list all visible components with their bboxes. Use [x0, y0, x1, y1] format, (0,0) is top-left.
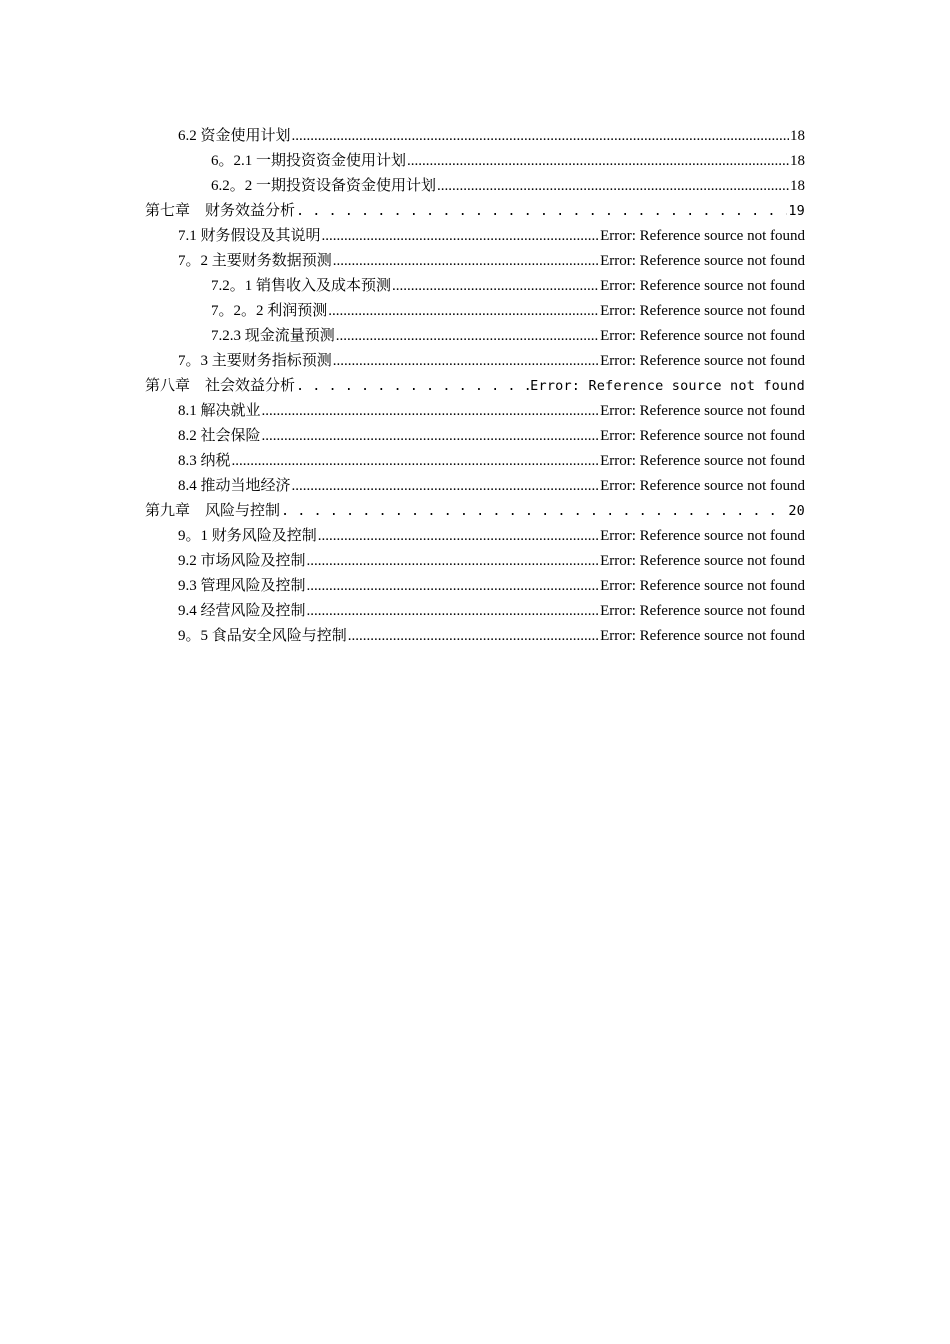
toc-entry-page: Error: Reference source not found	[600, 278, 805, 294]
toc-entry-page: Error: Reference source not found	[600, 603, 805, 619]
toc-dot-leader	[296, 199, 787, 224]
toc-entry-page: Error: Reference source not found	[600, 303, 805, 319]
toc-dot-leader	[307, 574, 600, 599]
toc-dot-leader	[392, 274, 599, 299]
toc-entry-title: 7.2。1 销售收入及成本预测	[211, 278, 392, 294]
toc-chapter-8[interactable]	[0, 374, 950, 399]
toc-entry-title: 8.4 推动当地经济	[178, 478, 291, 494]
toc-dot-leader	[437, 174, 789, 199]
toc-entry-title: 7。2 主要财务数据预测	[178, 253, 332, 269]
toc-entry-8-4[interactable]	[0, 474, 950, 499]
toc-entry-title: 8.1 解决就业	[178, 403, 261, 419]
toc-entry-page: Error: Reference source not found	[600, 528, 805, 544]
toc-dot-leader	[322, 224, 600, 249]
toc-chapter-9[interactable]	[0, 499, 950, 524]
toc-entry-title: 9.4 经营风险及控制	[178, 603, 306, 619]
toc-entry-title: 9。1 财务风险及控制	[178, 528, 317, 544]
toc-entry-9-4[interactable]	[0, 599, 950, 624]
toc-dot-leader	[292, 124, 789, 149]
toc-dot-leader	[262, 424, 600, 449]
toc-dot-leader	[292, 474, 600, 499]
toc-dot-leader	[262, 399, 600, 424]
toc-entry-page: Error: Reference source not found	[600, 253, 805, 269]
toc-entry-page: Error: Reference source not found	[600, 403, 805, 419]
toc-dot-leader	[307, 549, 600, 574]
toc-entry-7-3[interactable]	[0, 349, 950, 374]
toc-entry-title: 6。2.1 一期投资资金使用计划	[211, 153, 407, 169]
toc-entry-title: 7。2。2 利润预测	[211, 303, 328, 319]
toc-entry-page: Error: Reference source not found	[600, 478, 805, 494]
toc-dot-leader	[281, 499, 787, 524]
toc-entry-page: Error: Reference source not found	[600, 228, 805, 244]
toc-dot-leader	[336, 324, 599, 349]
toc-entry-7-1[interactable]	[0, 224, 950, 249]
toc-entry-7-2-3[interactable]	[0, 324, 950, 349]
toc-dot-leader	[333, 349, 599, 374]
toc-dot-leader	[328, 299, 599, 324]
toc-entry-8-3[interactable]	[0, 449, 950, 474]
toc-entry-6-2-2[interactable]	[0, 174, 950, 199]
toc-entry-7-2-1[interactable]	[0, 274, 950, 299]
toc-dot-leader	[307, 599, 600, 624]
toc-entry-title: 9.2 市场风险及控制	[178, 553, 306, 569]
toc-entry-page: Error: Reference source not found	[530, 378, 805, 394]
toc-entry-page: 18	[790, 178, 805, 194]
toc-dot-leader	[232, 449, 600, 474]
toc-entry-page: 19	[788, 203, 805, 219]
toc-entry-title: 第九章 风险与控制	[145, 503, 281, 519]
toc-entry-page: 20	[788, 503, 805, 519]
toc-entry-title: 7。3 主要财务指标预测	[178, 353, 332, 369]
toc-entry-title: 第七章 财务效益分析	[145, 203, 296, 219]
toc-entry-title: 第八章 社会效益分析	[145, 378, 296, 394]
toc-entry-7-2-2[interactable]	[0, 299, 950, 324]
toc-dot-leader	[407, 149, 789, 174]
toc-entry-title: 6.2。2 一期投资设备资金使用计划	[211, 178, 437, 194]
toc-entry-title: 9.3 管理风险及控制	[178, 578, 306, 594]
toc-entry-page: Error: Reference source not found	[600, 578, 805, 594]
toc-entry-title: 6.2 资金使用计划	[178, 128, 291, 144]
toc-entry-page: Error: Reference source not found	[600, 453, 805, 469]
toc-entry-page: 18	[790, 128, 805, 144]
toc-entry-page: Error: Reference source not found	[600, 328, 805, 344]
toc-chapter-7[interactable]	[0, 199, 950, 224]
toc-entry-6-2-1[interactable]	[0, 149, 950, 174]
toc-entry-6-2[interactable]	[0, 124, 950, 149]
toc-entry-7-2[interactable]	[0, 249, 950, 274]
toc-entry-page: Error: Reference source not found	[600, 428, 805, 444]
table-of-contents	[0, 124, 950, 649]
toc-entry-title: 7.1 财务假设及其说明	[178, 228, 321, 244]
toc-entry-9-3[interactable]	[0, 574, 950, 599]
toc-entry-9-5[interactable]	[0, 624, 950, 649]
toc-dot-leader	[318, 524, 599, 549]
toc-entry-title: 8.3 纳税	[178, 453, 231, 469]
toc-entry-page: Error: Reference source not found	[600, 353, 805, 369]
toc-entry-8-2[interactable]	[0, 424, 950, 449]
toc-entry-title: 8.2 社会保险	[178, 428, 261, 444]
toc-entry-8-1[interactable]	[0, 399, 950, 424]
toc-entry-page: Error: Reference source not found	[600, 553, 805, 569]
toc-entry-page: 18	[790, 153, 805, 169]
toc-entry-title: 7.2.3 现金流量预测	[211, 328, 335, 344]
toc-entry-9-1[interactable]	[0, 524, 950, 549]
toc-dot-leader	[296, 374, 529, 399]
toc-dot-leader	[348, 624, 599, 649]
toc-entry-9-2[interactable]	[0, 549, 950, 574]
toc-dot-leader	[333, 249, 599, 274]
toc-entry-page: Error: Reference source not found	[600, 628, 805, 644]
toc-entry-title: 9。5 食品安全风险与控制	[178, 628, 347, 644]
